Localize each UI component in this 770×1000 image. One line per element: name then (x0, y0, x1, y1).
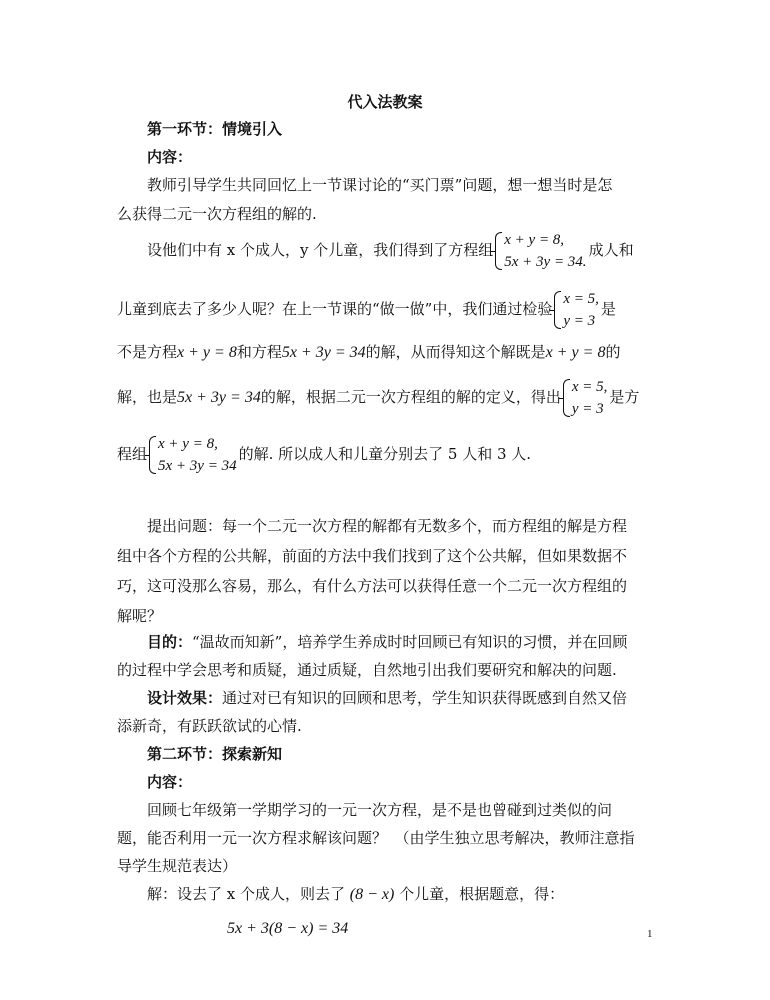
section-2-heading: 第二环节：探索新知 (147, 745, 283, 763)
p7-line-1 (147, 884, 687, 905)
p4-label: 目的： (147, 633, 193, 651)
page-number: 1 (647, 928, 653, 940)
p2-text-a: 设他们中有 x 个成人，y 个儿童，我们得到了方程组 (147, 241, 494, 259)
expression-8-minus-x: (8 − x) (349, 886, 395, 903)
p2-text-m: 的解. 所以成人和儿童分别去了 5 人和 3 人. (238, 445, 532, 463)
section-1-content-label: 内容： (147, 148, 193, 166)
p2-text-k: 是方 (609, 388, 640, 406)
p4-text-1: “温故而知新”，培养学生养成时时回顾已有知识的习惯，并在回顾 (192, 633, 628, 651)
p3-line-4: 解呢？ (117, 607, 163, 625)
p2-text-c: 儿童到底去了多少人呢？在上一节课的“做一做”中，我们通过检验 (117, 300, 553, 318)
p2-line-1 (147, 228, 687, 273)
p2-line-4 (117, 375, 657, 420)
document-title: 代入法教案 (347, 93, 423, 111)
p2-text-d: 是 (600, 300, 616, 318)
p6-line-1: 回顾七年级第一学期学习的一元一次方程，是不是也曾碰到过类似的问 (147, 801, 613, 819)
equation-a: x + y = 8 (177, 344, 237, 361)
p2-text-j: 的解，根据二元一次方程组的解的定义，得出 (260, 388, 561, 406)
p5-line-1 (147, 688, 687, 708)
p2-line-2 (117, 287, 657, 332)
solution-2 (563, 376, 608, 420)
equation-c: x + y = 8 (545, 344, 606, 361)
p7-equation: 5x + 3(8 − x) = 34 (227, 920, 349, 937)
p5-label: 设计效果： (147, 689, 223, 707)
sys2-eq1: x + y = 8, (158, 436, 218, 452)
sol2-eq2: y = 3 (571, 401, 604, 417)
p2-text-i: 解，也是 (117, 388, 178, 406)
p2-text-f: 和方程 (236, 343, 282, 361)
equation-b: 5x + 3y = 34 (281, 344, 366, 361)
equation-system-2 (149, 433, 237, 477)
sol1-eq1: x = 5, (563, 291, 599, 307)
p6-line-3: 导学生规范表达） (117, 857, 238, 875)
sys1-eq1: x + y = 8, (504, 232, 565, 248)
equation-system-1 (495, 229, 586, 273)
p5-text-1: 通过对已有知识的回顾和思考，学生知识获得既感到自然又倍 (222, 689, 628, 707)
p2-text-e: 不是方程 (117, 343, 178, 361)
section-1-heading: 第一环节：情境引入 (147, 120, 283, 138)
p4-line-1 (147, 632, 687, 652)
p6-line-2: 题，能否利用一元一次方程求解该问题？ （由学生独立思考解决，教师注意指 (117, 829, 635, 847)
section-2-content-label: 内容： (147, 773, 193, 791)
p2-text-g: 的解，从而得知这个解既是 (365, 343, 546, 361)
solution-1 (554, 288, 599, 332)
p4-line-2: 的过程中学会思考和质疑，通过质疑，自然地引出我们要研究和解决的问题. (117, 661, 617, 679)
sys1-eq2: 5x + 3y = 34. (504, 254, 587, 270)
p2-text-h: 的 (605, 343, 621, 361)
p7-text-a: 解：设去了 x 个成人，则去了 (147, 885, 345, 903)
equation-d: 5x + 3y = 34 (177, 389, 261, 406)
p3-line-2: 组中各个方程的公共解，前面的方法中我们找到了这个公共解，但如果数据不 (117, 547, 628, 565)
sol2-eq1: x = 5, (571, 379, 608, 395)
p7-text-b: 个儿童，根据题意，得： (399, 885, 565, 903)
p2-line-5 (117, 432, 657, 477)
p2-text-l: 程组 (117, 445, 148, 463)
p2-text-b: 成人和 (588, 241, 634, 259)
p1-line-2: 么获得二元一次方程组的解的. (117, 205, 317, 223)
p3-line-3: 巧，这可没那么容易，那么，有什么方法可以获得任意一个二元一次方程组的 (117, 577, 628, 595)
equation-5x-plus-3-8-minus-x (227, 918, 527, 939)
p2-line-3 (117, 342, 657, 363)
p1-line-1: 教师引导学生共同回忆上一节课讨论的“买门票”问题，想一想当时是怎 (147, 176, 613, 194)
sol1-eq2: y = 3 (563, 313, 596, 329)
p5-line-2: 添新奇，有跃跃欲试的心情. (117, 717, 302, 735)
sys2-eq2: 5x + 3y = 34 (158, 458, 237, 474)
p3-line-1: 提出问题：每一个二元一次方程的解都有无数多个，而方程组的解是方程 (147, 517, 628, 535)
